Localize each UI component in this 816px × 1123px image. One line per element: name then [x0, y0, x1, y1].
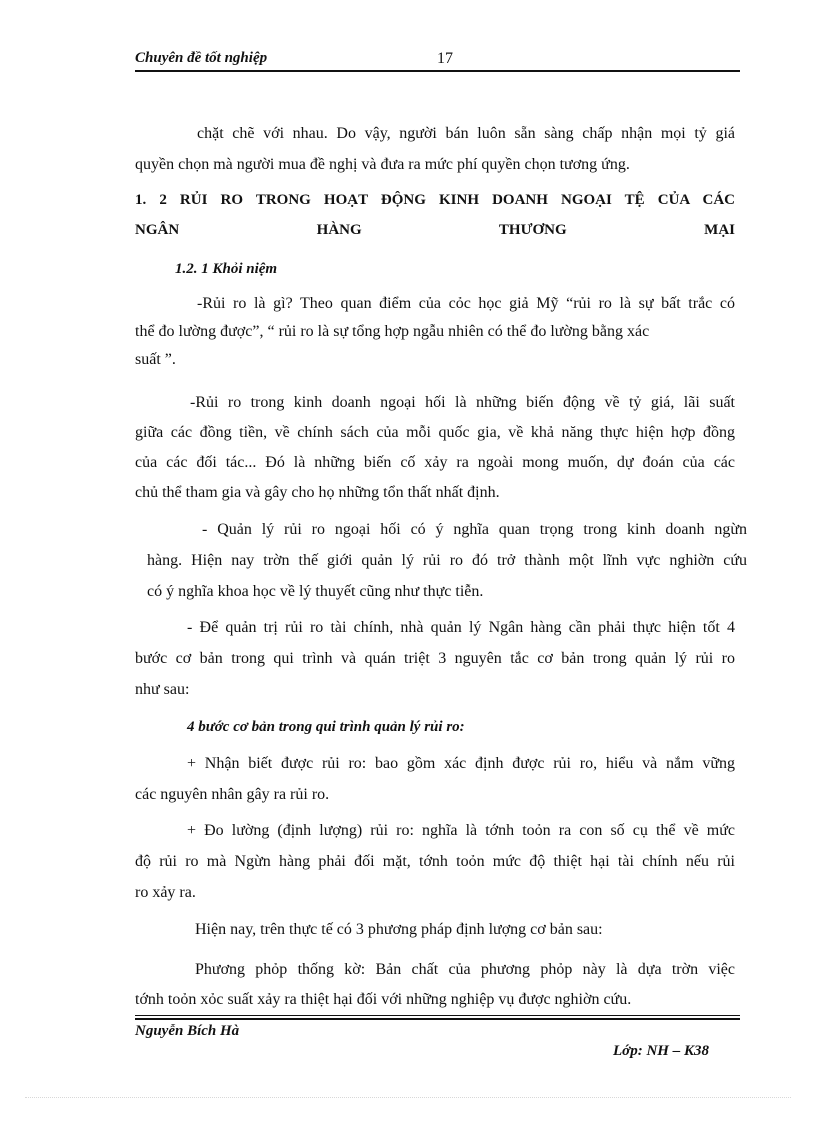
page-boundary [25, 1097, 791, 1098]
steps-title: 4 bước cơ bản trong qui trình quản lý rủi ro: [187, 719, 465, 735]
subsection-heading: 1.2. 1 Khỏi niệm [175, 261, 278, 277]
text-line: - Để quản trị rủi ro tài chính, nhà quản lý Ngân hàng cần phải thực hiện tốt 4 [187, 619, 735, 636]
heading-line: NGÂN HÀNG THƯƠNG MẠI [135, 222, 735, 238]
text-line: + Nhận biết được rủi ro: bao gồm xác định được rủi ro, hiểu và nắm vững [187, 755, 735, 772]
text-line: các nguyên nhân gây ra rủi ro. [135, 786, 330, 803]
text-line: như sau: [135, 681, 190, 698]
paragraph-1 [135, 290, 735, 374]
text-line: thể đo lường được”, “ rủi ro là sự tổng hợp ngẫu nhiên có thể đo lường bằng xác [135, 323, 650, 340]
paragraph-3 [147, 514, 747, 607]
paragraph-7 [195, 914, 795, 945]
class-label: Lớp: NH – K38 [613, 1043, 709, 1059]
heading-line: 1. 2 RỦI RO TRONG HOẠT ĐỘNG KINH DOANH NGOẠI TỆ CỦA CÁC [135, 192, 735, 208]
paragraph-8 [135, 955, 735, 1015]
paragraph-4 [135, 612, 735, 705]
text-line: suất ”. [135, 351, 176, 368]
page-number: 17 [437, 50, 453, 67]
text-line: - Quản lý rủi ro ngoại hối có ý nghĩa quan trọng trong kinh doanh ngừn [202, 521, 747, 538]
text-line: bước cơ bản trong qui trình và quán triệt 3 nguyên tắc cơ bản trong quản lý rủi ro [135, 650, 735, 667]
document-title: Chuyên đề tốt nghiệp [135, 50, 268, 66]
paragraph-6 [135, 815, 735, 908]
footer-divider [135, 1018, 740, 1020]
text-line: chủ thể tham gia và gây cho họ những tổn thất nhất định. [135, 484, 500, 501]
text-line: giữa các đồng tiền, về chính sách của mỗi quốc gia, về khả năng thực hiện hợp đồng [135, 424, 735, 441]
author-name: Nguyễn Bích Hà [135, 1023, 240, 1039]
paragraph-5 [135, 748, 735, 810]
text-line: -Rủi ro là gì? Theo quan điểm của cỏc học giả Mỹ “rủi ro là sự bất trắc có [197, 295, 735, 312]
text-line: quyền chọn mà người mua đề nghị và đưa ra mức phí quyền chọn tương ứng. [135, 156, 630, 173]
text-line: + Đo lường (định lượng) rủi ro: nghĩa là tớnh toỏn ra con số cụ thể về mức [187, 822, 735, 839]
text-line: tớnh toỏn xỏc suất xảy ra thiệt hại đối với những nghiệp vụ được nghiờn cứu. [135, 991, 632, 1008]
text-line: -Rủi ro trong kinh doanh ngoại hối là những biến động về tỷ giá, lãi suất [190, 394, 735, 411]
text-line: chặt chẽ với nhau. Do vậy, người bán luôn sẵn sàng chấp nhận mọi tỷ giá [197, 125, 735, 142]
text-line: Hiện nay, trên thực tế có 3 phương pháp định lượng cơ bản sau: [195, 921, 603, 938]
text-line: hàng. Hiện nay trờn thế giới quản lý rủi ro đó trở thành một lĩnh vực nghiờn cứu [147, 552, 747, 569]
text-line: Phương phỏp thống kờ: Bản chất của phương phỏp này là dựa trờn việc [195, 961, 735, 978]
text-line: của các đối tác... Đó là những biến cố xảy ra ngoài mong muốn, dự đoán của các [135, 454, 735, 471]
paragraph-2 [135, 388, 735, 508]
page-header [135, 48, 740, 72]
text-line: có ý nghĩa khoa học về lý thuyết cũng như thực tiễn. [147, 583, 484, 600]
footer-divider [135, 1015, 740, 1016]
text-line: ro xảy ra. [135, 884, 196, 901]
section-heading [135, 185, 735, 245]
paragraph-0 [135, 118, 735, 180]
text-line: độ rủi ro mà Ngừn hàng phải đối mặt, tớnh toỏn mức độ thiệt hại tài chính nếu rủi [135, 853, 735, 870]
